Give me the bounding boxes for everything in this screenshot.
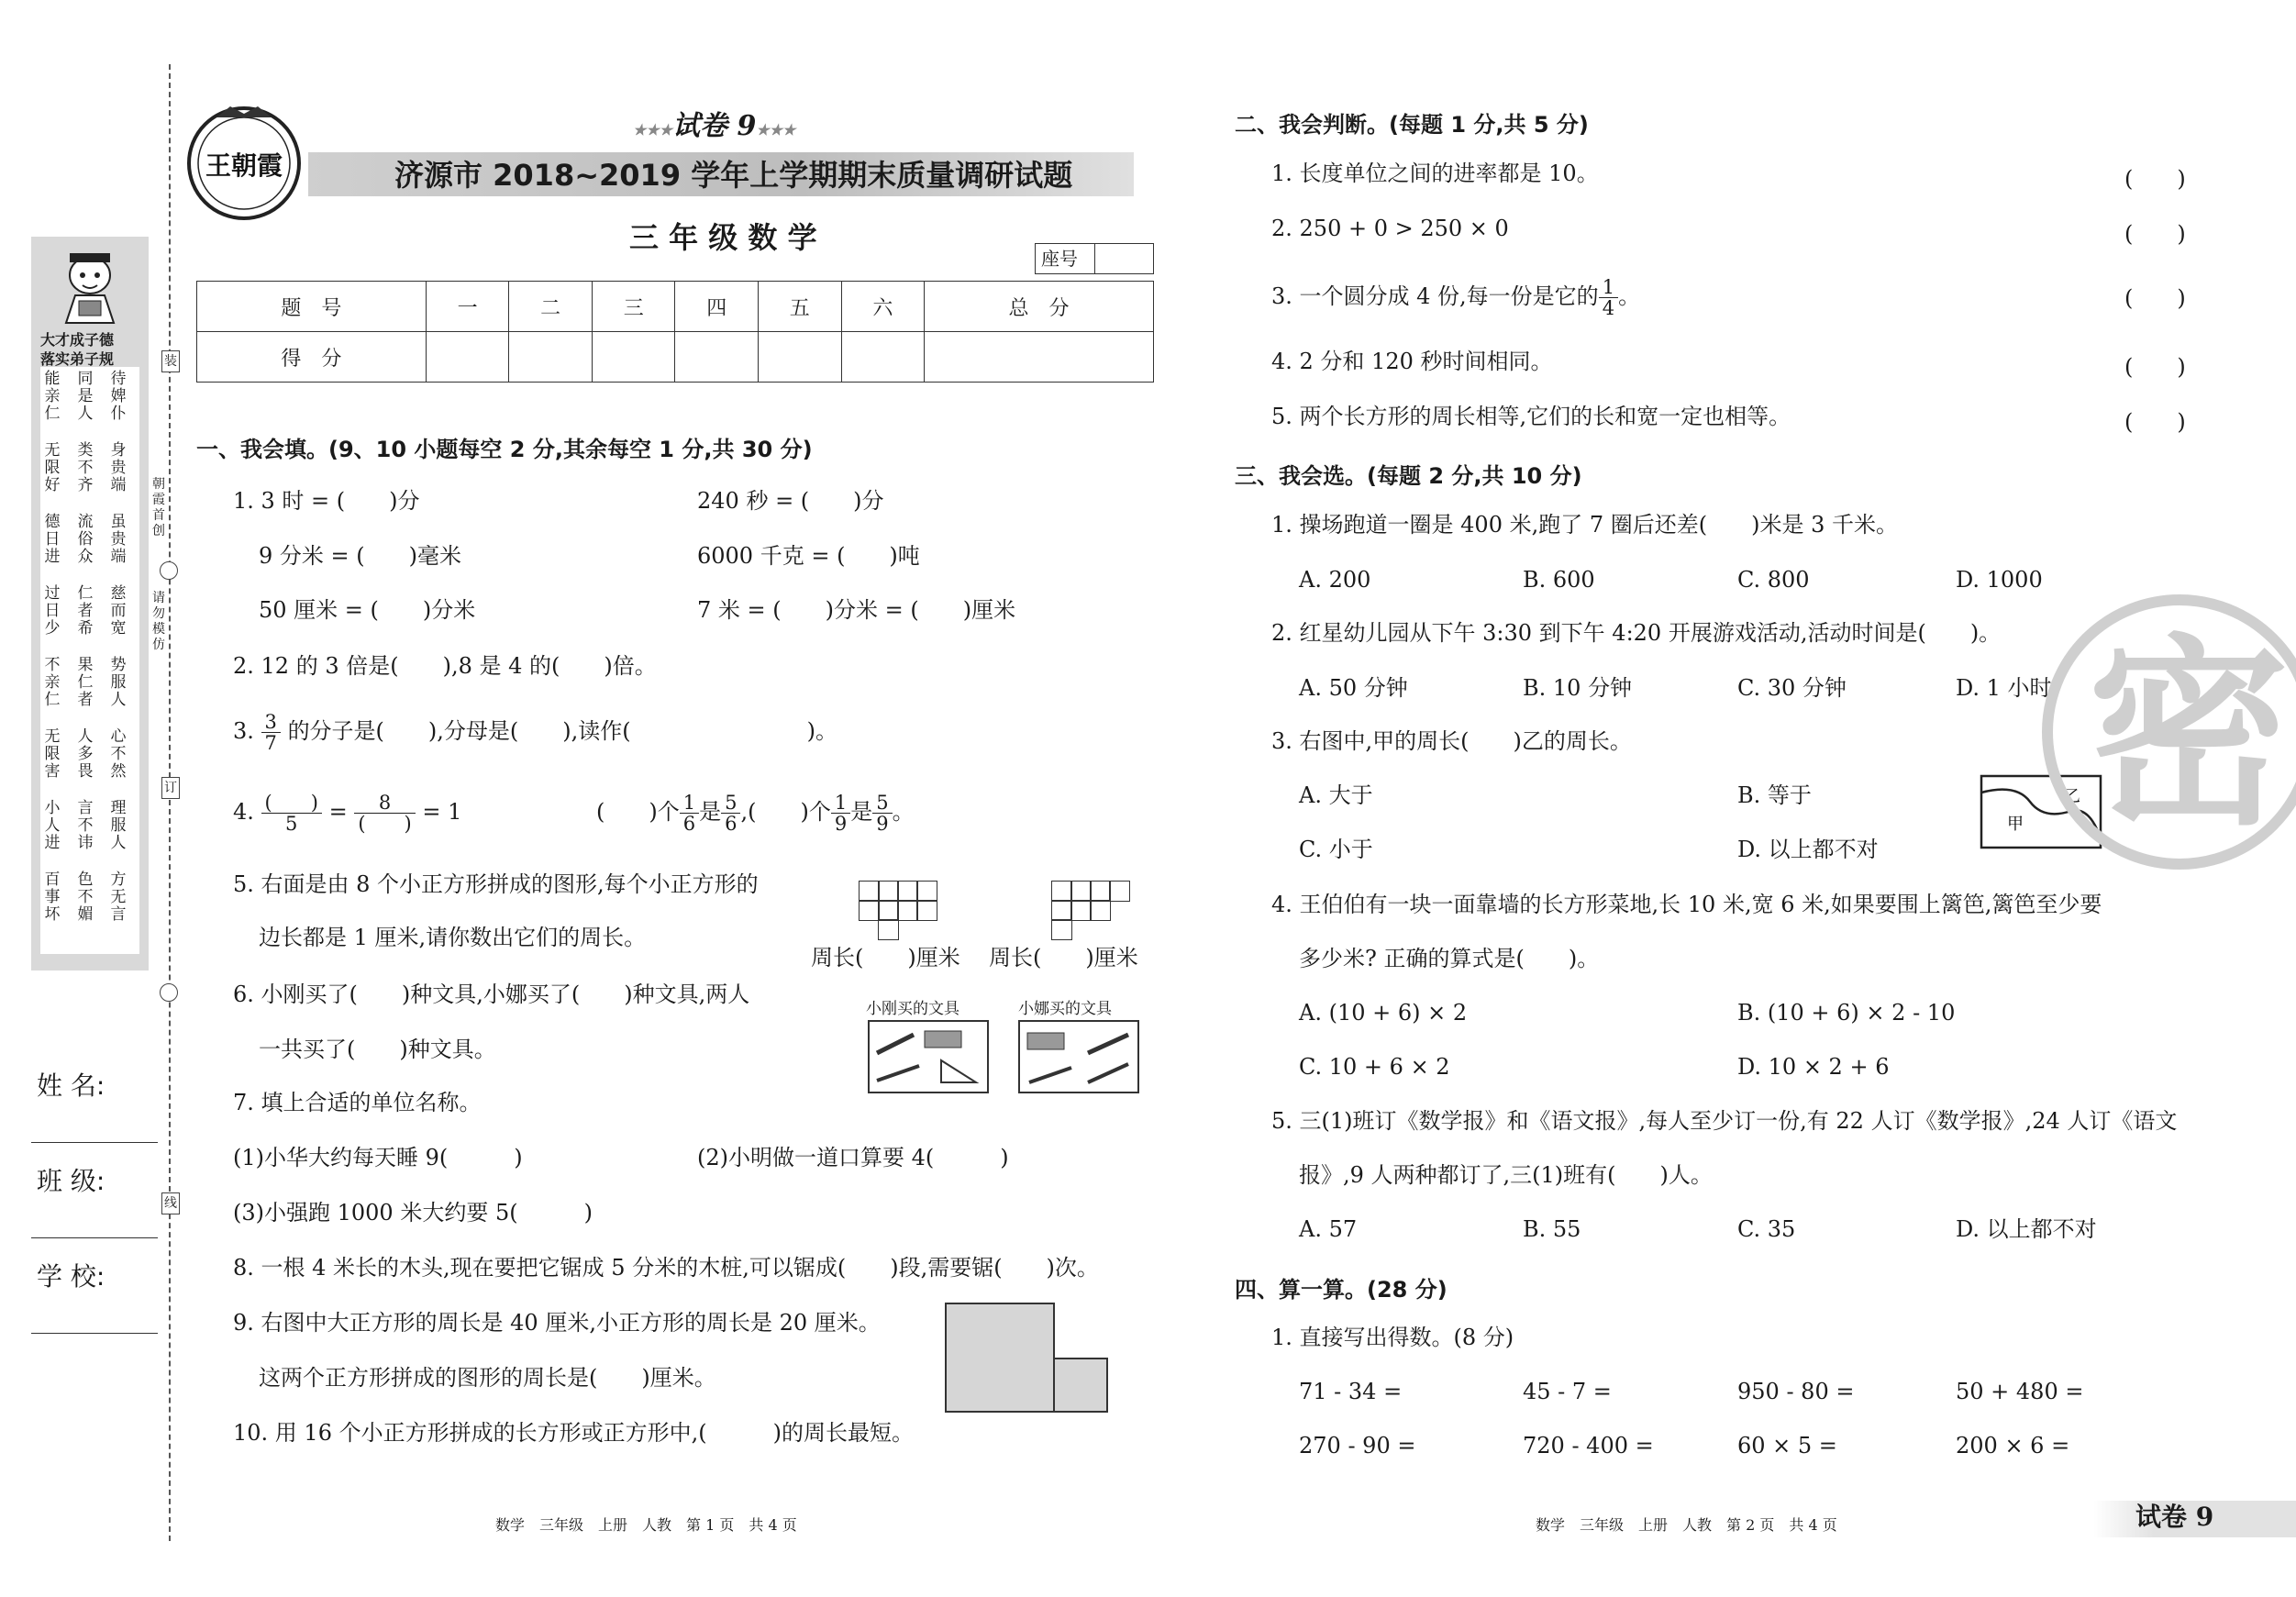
- seat-label: 座号: [1041, 248, 1078, 270]
- q4-right: ( )个 $\frac{1}{6}$ 是 $\frac{5}{6}$ ,( )个 $\frac{1}{9}$ 是 $\frac{5}{9}$ 。: [596, 792, 915, 835]
- fraction: $\frac{5}{9}$: [872, 793, 892, 834]
- score-header-cell: 二: [509, 282, 593, 332]
- q5b: 边长都是 1 厘米,请你数出它们的周长。: [259, 925, 647, 950]
- binding-mark-zhuang: 装: [164, 354, 177, 369]
- motto-column: 理 服 人: [110, 799, 127, 852]
- choice-2-option-d[interactable]: D. 1 小时: [1956, 675, 2052, 701]
- class-field[interactable]: [31, 1237, 158, 1238]
- judge-4: 4. 2 分和 120 秒时间相同。: [1271, 349, 1553, 374]
- score-cell[interactable]: [426, 332, 509, 383]
- fraction: $\frac{1}{9}$: [831, 793, 850, 834]
- calc-item: 720 - 400 =: [1523, 1433, 1654, 1458]
- choice-4-line-1: 4. 王伯伯有一块一面靠墙的长方形菜地,长 10 米,宽 6 米,如果要围上篱笆,篱笆至少要: [1271, 892, 2102, 917]
- motto-column: 德 日 进: [44, 513, 61, 566]
- q1d: 6000 千克 = ( )吨: [697, 543, 920, 569]
- note-vertical: 请 勿 模 仿: [152, 591, 165, 652]
- motto-column: 百 事 坏: [44, 871, 61, 924]
- motto-column: 言 不 讳: [77, 799, 94, 852]
- score-header-cell: 三: [592, 282, 675, 332]
- score-cell[interactable]: [509, 332, 593, 383]
- motto-column: 小 人 进: [44, 799, 61, 852]
- school-label: 学 校:: [37, 1261, 105, 1292]
- motto-column: 心 不 然: [110, 727, 127, 781]
- motto-column: 过 日 少: [44, 584, 61, 638]
- q10: 10. 用 16 个小正方形拼成的长方形或正方形中,( )的周长最短。: [233, 1420, 914, 1446]
- binding-mark-box: [161, 777, 180, 799]
- small-square: [1053, 1358, 1108, 1413]
- slogan-line-1: 大才成子德: [40, 331, 115, 349]
- choice-1-option-c[interactable]: C. 800: [1737, 567, 1810, 593]
- choice-4-option-c[interactable]: C. 10 + 6 × 2: [1299, 1054, 1450, 1080]
- q8: 8. 一根 4 米长的木头,现在要把它锯成 5 分米的木桩,可以锯成( )段,需要锯( )次。: [233, 1255, 1099, 1281]
- seat-box[interactable]: [1035, 243, 1154, 274]
- choice-1-option-a[interactable]: A. 200: [1299, 567, 1371, 593]
- motto-column: 无 限 好: [44, 441, 61, 494]
- stationery-box-xiaogang: [868, 1020, 989, 1093]
- q2: 2. 12 的 3 倍是( ),8 是 4 的( )倍。: [233, 653, 657, 679]
- motto-column: 慈 而 宽: [110, 584, 127, 638]
- q6-label-xiaogang: 小刚买的文具: [866, 1000, 959, 1018]
- stationery-box-xiaona: [1018, 1020, 1139, 1093]
- binding-mark-xian: 线: [164, 1196, 177, 1211]
- answer-paren[interactable]: ( ): [2124, 285, 2186, 311]
- motto-column: 势 服 人: [110, 656, 127, 709]
- left-footer: 数学 三年级 上册 人教 第 1 页 共 4 页: [495, 1516, 797, 1534]
- motto-column: 色 不 媚: [77, 871, 94, 924]
- choice-2: 2. 红星幼儿园从下午 3:30 到下午 4:20 开展游戏活动,活动时间是( )。: [1271, 620, 2002, 646]
- slogan-line-2: 落实弟子规: [40, 350, 115, 368]
- choice-1-option-d[interactable]: D. 1000: [1956, 567, 2043, 593]
- choice-4-option-a[interactable]: A. (10 + 6) × 2: [1299, 1000, 1468, 1026]
- section-1-title: 一、我会填。(9、10 小题每空 2 分,其余每空 1 分,共 30 分): [196, 437, 813, 462]
- choice-5-option-b[interactable]: B. 55: [1523, 1216, 1581, 1242]
- choice-1: 1. 操场跑道一圈是 400 米,跑了 7 圈后还差( )米是 3 千米。: [1271, 512, 1899, 538]
- class-label: 班 级:: [37, 1166, 105, 1196]
- choice-5-line-2: 报》,9 人两种都订了,三(1)班有( )人。: [1299, 1162, 1713, 1188]
- scholar-figure: [48, 240, 132, 325]
- calc-item: 950 - 80 =: [1737, 1379, 1855, 1404]
- choice-5-option-c[interactable]: C. 35: [1737, 1216, 1796, 1242]
- fraction: $\frac{1}{4}$: [1599, 277, 1618, 318]
- judge-5: 5. 两个长方形的周长相等,它们的长和宽一定也相等。: [1271, 404, 1791, 429]
- choice-2-option-a[interactable]: A. 50 分钟: [1299, 675, 1408, 701]
- fraction: $\frac{8}{( )}$: [354, 793, 415, 834]
- fraction: $\frac{3}{7}$: [261, 712, 281, 753]
- name-label: 姓 名:: [37, 1070, 105, 1101]
- right-footer: 数学 三年级 上册 人教 第 2 页 共 4 页: [1536, 1516, 1837, 1534]
- motto-column: 不 亲 仁: [44, 656, 61, 709]
- star-icon: ★★★: [756, 121, 796, 139]
- motto-column: 虽 贵 端: [110, 513, 127, 566]
- motto-column: 类 不 齐: [77, 441, 94, 494]
- score-table: [196, 281, 1154, 383]
- fraction: $\frac{1}{6}$: [680, 793, 699, 834]
- choice-3-option-b[interactable]: B. 等于: [1737, 782, 1812, 808]
- choice-5-option-d[interactable]: D. 以上都不对: [1956, 1216, 2097, 1242]
- jia-label: 甲: [2007, 815, 2024, 834]
- calc-item: 270 - 90 =: [1299, 1433, 1416, 1458]
- q6a: 6. 小刚买了( )种文具,小娜买了( )种文具,两人: [233, 981, 750, 1007]
- yi-label: 乙: [2064, 787, 2080, 806]
- choice-3-option-a[interactable]: A. 大于: [1299, 782, 1373, 808]
- score-header-cell: 一: [426, 282, 509, 332]
- q3: 3. $\frac{3}{7}$ 的分子是( ),分母是( ),读作( )。: [233, 711, 837, 754]
- choice-3-option-d[interactable]: D. 以上都不对: [1737, 837, 1879, 862]
- choice-5-line-1: 5. 三(1)班订《数学报》和《语文报》,每人至少订一份,有 22 人订《数学报》,24 人订《语文: [1271, 1108, 2178, 1134]
- binding-dashed-line: [169, 64, 171, 1541]
- q9a: 9. 右图中大正方形的周长是 40 厘米,小正方形的周长是 20 厘米。: [233, 1310, 881, 1336]
- score-cell[interactable]: [592, 332, 675, 383]
- choice-4-option-d[interactable]: D. 10 × 2 + 6: [1737, 1054, 1890, 1080]
- choice-3-option-c[interactable]: C. 小于: [1299, 837, 1373, 862]
- choice-2-option-b[interactable]: B. 10 分钟: [1523, 675, 1633, 701]
- calc-item: 71 - 34 =: [1299, 1379, 1403, 1404]
- score-header-row: [197, 282, 1154, 332]
- q7: 7. 填上合适的单位名称。: [233, 1090, 482, 1115]
- q5-perimeter-1: 周长( )厘米: [811, 945, 960, 970]
- score-value-row: [197, 332, 1154, 383]
- judge-1: 1. 长度单位之间的进率都是 10。: [1271, 161, 1599, 186]
- answer-paren[interactable]: ( ): [2124, 221, 2186, 247]
- fraction: $\frac{5}{6}$: [721, 793, 740, 834]
- motto-column: 仁 者 希: [77, 584, 94, 638]
- binding-hole: [160, 983, 178, 1002]
- q6b: 一共买了( )种文具。: [259, 1037, 496, 1062]
- motto-column: 果 仁 者: [77, 656, 94, 709]
- q6-label-xiaona: 小娜买的文具: [1018, 1000, 1112, 1018]
- choice-4-line-2: 多少米? 正确的算式是( )。: [1299, 946, 1600, 971]
- choice-4-option-b[interactable]: B. (10 + 6) × 2 - 10: [1737, 1000, 1956, 1026]
- calc-item: 60 × 5 =: [1737, 1433, 1837, 1458]
- q1b: 240 秒 = ( )分: [697, 488, 884, 514]
- choice-5-option-a[interactable]: A. 57: [1299, 1216, 1358, 1242]
- q4: 4. $\frac{( )}{5}$ = $\frac{8}{( )}$ = 1: [233, 792, 462, 835]
- motto-column: 流 俗 众: [77, 513, 94, 566]
- answer-paren[interactable]: ( ): [2124, 354, 2186, 380]
- motto-column: 无 限 害: [44, 727, 61, 781]
- exam-number: ★★★试卷 9★★★: [633, 110, 796, 142]
- q7a: (1)小华大约每天睡 9( ): [233, 1145, 523, 1170]
- q9b: 这两个正方形拼成的图形的周长是( )厘米。: [259, 1365, 716, 1391]
- score-header-cell: 四: [675, 282, 759, 332]
- star-icon: ★★★: [633, 121, 673, 139]
- choice-2-option-c[interactable]: C. 30 分钟: [1737, 675, 1847, 701]
- q5-perimeter-2: 周长( )厘米: [989, 945, 1138, 970]
- score-cell[interactable]: [675, 332, 759, 383]
- q1a: 1. 3 时 = ( )分: [233, 488, 420, 514]
- motto-column: 同 是 人: [77, 370, 94, 423]
- answer-paren[interactable]: ( ): [2124, 409, 2186, 435]
- score-header-cell: 六: [841, 282, 925, 332]
- q7b: (2)小明做一道口算要 4( ): [697, 1145, 1009, 1170]
- judge-2: 2. 250 + 0 > 250 × 0: [1271, 216, 1509, 241]
- motto-column: 待 婢 仆: [110, 370, 127, 423]
- corner-exam-number: 试卷 9: [2135, 1502, 2214, 1532]
- note-vertical: 朝 霞 首 创: [152, 477, 165, 538]
- calc-item: 200 × 6 =: [1956, 1433, 2070, 1458]
- exam-title: 济源市 2018~2019 学年上学期期末质量调研试题: [394, 158, 1073, 193]
- confidential-stamp: 密: [2042, 594, 2296, 870]
- q7c: (3)小强跑 1000 米大约要 5( ): [233, 1200, 593, 1225]
- calc-item: 45 - 7 =: [1523, 1379, 1612, 1404]
- binding-mark-ding: 订: [164, 781, 177, 795]
- fraction: $\frac{( )}{5}$: [261, 793, 322, 834]
- q1c: 9 分米 = ( )毫米: [259, 543, 461, 569]
- motto-column: 能 亲 仁: [44, 370, 61, 423]
- q1f: 7 米 = ( )分米 = ( )厘米: [697, 597, 1016, 623]
- calc-title: 1. 直接写出得数。(8 分): [1271, 1325, 1514, 1350]
- score-header-cell: 题 号: [197, 282, 427, 332]
- calc-item: 50 + 480 =: [1956, 1379, 2084, 1404]
- motto-column: 人 多 畏: [77, 727, 94, 781]
- brand-logo-text: 王朝霞: [205, 150, 283, 181]
- choice-3: 3. 右图中,甲的周长( )乙的周长。: [1271, 728, 1632, 754]
- section-2-title: 二、我会判断。(每题 1 分,共 5 分): [1235, 112, 1589, 138]
- section-3-title: 三、我会选。(每题 2 分,共 10 分): [1235, 463, 1582, 489]
- brand-logo: [180, 99, 308, 224]
- binding-mark-box: [161, 350, 180, 372]
- section-4-title: 四、算一算。(28 分): [1235, 1277, 1447, 1303]
- score-header-cell: 总 分: [925, 282, 1154, 332]
- score-header-cell: 五: [759, 282, 842, 332]
- score-cell[interactable]: [925, 332, 1154, 383]
- choice-1-option-b[interactable]: B. 600: [1523, 567, 1595, 593]
- motto-column: 方 无 言: [110, 871, 127, 924]
- subject-title: 三 年 级 数 学: [629, 220, 817, 255]
- q1e: 50 厘米 = ( )分米: [259, 597, 476, 623]
- motto-column: 身 贵 端: [110, 441, 127, 494]
- binding-hole: [160, 561, 178, 580]
- binding-mark-box: [161, 1192, 180, 1214]
- answer-paren[interactable]: ( ): [2124, 166, 2186, 192]
- score-cell[interactable]: [841, 332, 925, 383]
- score-row-label: 得 分: [197, 332, 427, 383]
- school-field[interactable]: [31, 1333, 158, 1334]
- judge-3: 3. 一个圆分成 4 份,每一份是它的 $\frac{1}{4}$ 。: [1271, 276, 1641, 319]
- score-cell[interactable]: [759, 332, 842, 383]
- q5a: 5. 右面是由 8 个小正方形拼成的图形,每个小正方形的: [233, 871, 759, 897]
- name-field[interactable]: [31, 1142, 158, 1143]
- big-square: [945, 1303, 1055, 1413]
